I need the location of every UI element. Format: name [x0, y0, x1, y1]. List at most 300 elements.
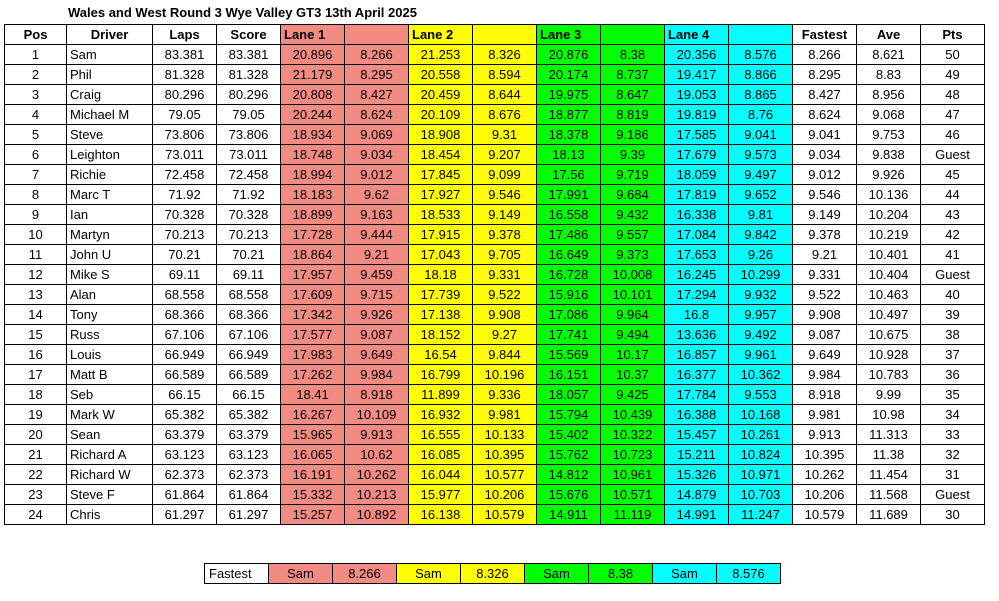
results-body — [5, 45, 985, 525]
cell-driver: Steve — [67, 125, 153, 145]
cell-lane2-total: 20.558 — [409, 65, 473, 85]
cell-score: 63.123 — [217, 445, 281, 465]
cell-ave: 9.753 — [857, 125, 921, 145]
cell-lane3-best: 9.186 — [601, 125, 665, 145]
cell-score: 70.21 — [217, 245, 281, 265]
cell-lane1-best: 9.649 — [345, 345, 409, 365]
table-row — [5, 425, 985, 445]
cell-fastest: 9.034 — [793, 145, 857, 165]
cell-lane2-total: 18.152 — [409, 325, 473, 345]
cell-lane2-total: 18.908 — [409, 125, 473, 145]
cell-fastest: 9.012 — [793, 165, 857, 185]
cell-ave: 10.204 — [857, 205, 921, 225]
cell-driver: Richard A — [67, 445, 153, 465]
fastest-lane2-driver: Sam — [397, 564, 461, 584]
cell-laps: 65.382 — [153, 405, 217, 425]
table-row — [5, 105, 985, 125]
cell-lane4-total: 17.819 — [665, 185, 729, 205]
cell-lane1-total: 18.864 — [281, 245, 345, 265]
cell-driver: John U — [67, 245, 153, 265]
cell-driver: Mike S — [67, 265, 153, 285]
cell-lane1-best: 8.624 — [345, 105, 409, 125]
cell-lane2-best: 9.331 — [473, 265, 537, 285]
cell-lane1-best: 9.163 — [345, 205, 409, 225]
cell-lane3-best: 9.432 — [601, 205, 665, 225]
cell-lane2-total: 17.915 — [409, 225, 473, 245]
cell-score: 70.328 — [217, 205, 281, 225]
cell-lane2-total: 20.109 — [409, 105, 473, 125]
cell-lane4-best: 9.26 — [729, 245, 793, 265]
cell-lane2-best: 9.207 — [473, 145, 537, 165]
cell-lane1-total: 16.191 — [281, 465, 345, 485]
cell-lane3-total: 19.975 — [537, 85, 601, 105]
cell-fastest: 9.546 — [793, 185, 857, 205]
cell-score: 61.297 — [217, 505, 281, 525]
header-lane2-best — [473, 25, 537, 45]
cell-pos: 9 — [5, 205, 67, 225]
cell-pts: 42 — [921, 225, 985, 245]
cell-driver: Mark W — [67, 405, 153, 425]
cell-ave: 11.38 — [857, 445, 921, 465]
cell-driver: Chris — [67, 505, 153, 525]
table-row — [5, 325, 985, 345]
cell-lane1-best: 9.034 — [345, 145, 409, 165]
header-ave: Ave — [857, 25, 921, 45]
cell-pts: 49 — [921, 65, 985, 85]
cell-lane3-total: 17.991 — [537, 185, 601, 205]
cell-lane4-best: 9.81 — [729, 205, 793, 225]
cell-ave: 8.956 — [857, 85, 921, 105]
cell-lane1-best: 9.62 — [345, 185, 409, 205]
cell-lane1-total: 21.179 — [281, 65, 345, 85]
cell-lane4-best: 8.76 — [729, 105, 793, 125]
cell-ave: 11.313 — [857, 425, 921, 445]
cell-lane1-total: 17.728 — [281, 225, 345, 245]
table-row — [5, 165, 985, 185]
cell-laps: 70.328 — [153, 205, 217, 225]
cell-lane2-total: 17.043 — [409, 245, 473, 265]
cell-score: 62.373 — [217, 465, 281, 485]
cell-lane4-best: 9.957 — [729, 305, 793, 325]
cell-pos: 23 — [5, 485, 67, 505]
cell-fastest: 9.981 — [793, 405, 857, 425]
fastest-lane3-time: 8.38 — [589, 564, 653, 584]
cell-lane4-total: 13.636 — [665, 325, 729, 345]
cell-score: 73.011 — [217, 145, 281, 165]
cell-ave: 8.621 — [857, 45, 921, 65]
cell-laps: 68.558 — [153, 285, 217, 305]
cell-lane2-best: 10.196 — [473, 365, 537, 385]
cell-lane3-total: 17.741 — [537, 325, 601, 345]
fastest-lane3-driver: Sam — [525, 564, 589, 584]
cell-laps: 73.806 — [153, 125, 217, 145]
cell-pts: Guest — [921, 485, 985, 505]
cell-lane1-total: 17.262 — [281, 365, 345, 385]
cell-ave: 10.497 — [857, 305, 921, 325]
cell-lane1-total: 16.267 — [281, 405, 345, 425]
cell-score: 69.11 — [217, 265, 281, 285]
cell-laps: 68.366 — [153, 305, 217, 325]
cell-score: 73.806 — [217, 125, 281, 145]
cell-lane3-best: 10.37 — [601, 365, 665, 385]
cell-pts: 44 — [921, 185, 985, 205]
cell-lane4-total: 20.356 — [665, 45, 729, 65]
cell-driver: Alan — [67, 285, 153, 305]
cell-ave: 11.568 — [857, 485, 921, 505]
table-row — [5, 365, 985, 385]
cell-ave: 9.838 — [857, 145, 921, 165]
cell-driver: Tony — [67, 305, 153, 325]
cell-pos: 17 — [5, 365, 67, 385]
cell-lane4-best: 10.824 — [729, 445, 793, 465]
table-row — [5, 485, 985, 505]
cell-score: 66.589 — [217, 365, 281, 385]
cell-lane4-best: 8.576 — [729, 45, 793, 65]
cell-lane3-best: 9.964 — [601, 305, 665, 325]
cell-laps: 66.949 — [153, 345, 217, 365]
cell-lane3-best: 10.008 — [601, 265, 665, 285]
cell-driver: Steve F — [67, 485, 153, 505]
cell-driver: Sam — [67, 45, 153, 65]
cell-lane4-best: 9.652 — [729, 185, 793, 205]
cell-lane3-best: 8.819 — [601, 105, 665, 125]
cell-lane1-total: 15.257 — [281, 505, 345, 525]
cell-lane3-total: 16.728 — [537, 265, 601, 285]
cell-lane3-best: 8.38 — [601, 45, 665, 65]
cell-lane2-best: 10.579 — [473, 505, 537, 525]
cell-lane4-total: 16.377 — [665, 365, 729, 385]
cell-lane2-total: 17.138 — [409, 305, 473, 325]
cell-lane3-total: 15.762 — [537, 445, 601, 465]
cell-driver: Matt B — [67, 365, 153, 385]
cell-laps: 62.373 — [153, 465, 217, 485]
table-row — [5, 45, 985, 65]
cell-driver: Seb — [67, 385, 153, 405]
cell-lane2-best: 8.676 — [473, 105, 537, 125]
cell-pts: 39 — [921, 305, 985, 325]
table-row — [5, 225, 985, 245]
fastest-lane1-driver: Sam — [269, 564, 333, 584]
cell-pts: 45 — [921, 165, 985, 185]
cell-pos: 20 — [5, 425, 67, 445]
cell-laps: 70.213 — [153, 225, 217, 245]
cell-lane3-total: 18.13 — [537, 145, 601, 165]
table-row — [5, 265, 985, 285]
cell-fastest: 8.295 — [793, 65, 857, 85]
cell-ave: 9.068 — [857, 105, 921, 125]
cell-lane4-best: 10.971 — [729, 465, 793, 485]
table-row — [5, 85, 985, 105]
results-table — [4, 24, 985, 525]
cell-pts: Guest — [921, 265, 985, 285]
cell-pos: 12 — [5, 265, 67, 285]
cell-lane4-best: 8.865 — [729, 85, 793, 105]
cell-lane1-total: 18.183 — [281, 185, 345, 205]
cell-laps: 73.011 — [153, 145, 217, 165]
cell-driver: Phil — [67, 65, 153, 85]
cell-pos: 8 — [5, 185, 67, 205]
cell-pos: 14 — [5, 305, 67, 325]
cell-lane1-total: 15.965 — [281, 425, 345, 445]
cell-lane1-best: 9.984 — [345, 365, 409, 385]
cell-laps: 63.123 — [153, 445, 217, 465]
cell-pos: 6 — [5, 145, 67, 165]
cell-lane4-total: 19.417 — [665, 65, 729, 85]
cell-lane3-best: 8.647 — [601, 85, 665, 105]
cell-lane2-best: 9.981 — [473, 405, 537, 425]
cell-lane3-best: 8.737 — [601, 65, 665, 85]
cell-pos: 15 — [5, 325, 67, 345]
cell-pos: 13 — [5, 285, 67, 305]
cell-score: 66.949 — [217, 345, 281, 365]
cell-pos: 16 — [5, 345, 67, 365]
cell-laps: 69.11 — [153, 265, 217, 285]
cell-lane1-best: 8.266 — [345, 45, 409, 65]
cell-lane1-total: 16.065 — [281, 445, 345, 465]
cell-lane1-best: 10.892 — [345, 505, 409, 525]
cell-pos: 18 — [5, 385, 67, 405]
cell-fastest: 9.378 — [793, 225, 857, 245]
cell-pos: 7 — [5, 165, 67, 185]
cell-lane4-best: 9.932 — [729, 285, 793, 305]
cell-lane3-best: 11.119 — [601, 505, 665, 525]
cell-lane1-total: 17.983 — [281, 345, 345, 365]
cell-fastest: 10.262 — [793, 465, 857, 485]
cell-score: 65.382 — [217, 405, 281, 425]
cell-lane1-best: 10.213 — [345, 485, 409, 505]
cell-lane2-best: 9.522 — [473, 285, 537, 305]
cell-driver: Russ — [67, 325, 153, 345]
table-row — [5, 205, 985, 225]
cell-pts: 35 — [921, 385, 985, 405]
cell-lane3-total: 15.402 — [537, 425, 601, 445]
cell-ave: 10.219 — [857, 225, 921, 245]
cell-lane2-total: 17.927 — [409, 185, 473, 205]
cell-lane1-total: 17.342 — [281, 305, 345, 325]
cell-pts: 37 — [921, 345, 985, 365]
cell-driver: Michael M — [67, 105, 153, 125]
cell-lane4-best: 10.261 — [729, 425, 793, 445]
cell-lane1-best: 10.109 — [345, 405, 409, 425]
cell-lane2-best: 9.844 — [473, 345, 537, 365]
cell-fastest: 8.918 — [793, 385, 857, 405]
cell-pos: 21 — [5, 445, 67, 465]
cell-lane2-best: 10.395 — [473, 445, 537, 465]
cell-driver: Richie — [67, 165, 153, 185]
header-score: Score — [217, 25, 281, 45]
cell-lane3-total: 17.486 — [537, 225, 601, 245]
header-pos: Pos — [5, 25, 67, 45]
cell-lane4-total: 17.784 — [665, 385, 729, 405]
cell-lane4-best: 9.573 — [729, 145, 793, 165]
cell-pos: 24 — [5, 505, 67, 525]
cell-fastest: 9.984 — [793, 365, 857, 385]
cell-lane4-total: 17.585 — [665, 125, 729, 145]
cell-lane4-best: 10.168 — [729, 405, 793, 425]
cell-lane2-total: 16.138 — [409, 505, 473, 525]
cell-lane2-total: 20.459 — [409, 85, 473, 105]
cell-lane3-total: 18.378 — [537, 125, 601, 145]
cell-lane2-best: 9.546 — [473, 185, 537, 205]
cell-lane1-best: 9.069 — [345, 125, 409, 145]
cell-lane3-total: 15.676 — [537, 485, 601, 505]
cell-pos: 19 — [5, 405, 67, 425]
cell-pts: 33 — [921, 425, 985, 445]
fastest-label: Fastest — [205, 564, 269, 584]
cell-driver: Louis — [67, 345, 153, 365]
cell-ave: 10.136 — [857, 185, 921, 205]
cell-score: 68.558 — [217, 285, 281, 305]
header-lane3-best — [601, 25, 665, 45]
cell-lane4-best: 9.553 — [729, 385, 793, 405]
header-lane1-best — [345, 25, 409, 45]
cell-lane2-total: 16.54 — [409, 345, 473, 365]
fastest-lap-row — [205, 564, 781, 584]
cell-lane4-best: 9.961 — [729, 345, 793, 365]
cell-lane4-total: 14.879 — [665, 485, 729, 505]
header-pts: Pts — [921, 25, 985, 45]
cell-lane2-total: 16.555 — [409, 425, 473, 445]
cell-lane4-best: 8.866 — [729, 65, 793, 85]
cell-lane2-total: 17.739 — [409, 285, 473, 305]
cell-laps: 72.458 — [153, 165, 217, 185]
cell-lane3-best: 9.557 — [601, 225, 665, 245]
header-fastest: Fastest — [793, 25, 857, 45]
cell-fastest: 9.041 — [793, 125, 857, 145]
cell-lane3-best: 9.425 — [601, 385, 665, 405]
cell-laps: 81.328 — [153, 65, 217, 85]
cell-score: 81.328 — [217, 65, 281, 85]
header-lane1-total: Lane 1 — [281, 25, 345, 45]
cell-pos: 2 — [5, 65, 67, 85]
cell-score: 67.106 — [217, 325, 281, 345]
cell-lane4-total: 16.8 — [665, 305, 729, 325]
cell-driver: Richard W — [67, 465, 153, 485]
cell-lane2-best: 9.31 — [473, 125, 537, 145]
cell-fastest: 9.649 — [793, 345, 857, 365]
cell-lane2-best: 8.326 — [473, 45, 537, 65]
cell-lane4-best: 9.492 — [729, 325, 793, 345]
cell-lane4-total: 17.653 — [665, 245, 729, 265]
cell-lane3-best: 9.494 — [601, 325, 665, 345]
sheet-title: Wales and West Round 3 Wye Valley GT3 13th April 2025 — [68, 5, 417, 20]
cell-pts: 48 — [921, 85, 985, 105]
cell-lane4-best: 10.703 — [729, 485, 793, 505]
cell-laps: 61.864 — [153, 485, 217, 505]
cell-ave: 11.454 — [857, 465, 921, 485]
cell-lane4-total: 17.084 — [665, 225, 729, 245]
cell-lane3-best: 9.39 — [601, 145, 665, 165]
cell-lane1-total: 17.609 — [281, 285, 345, 305]
cell-lane2-total: 16.044 — [409, 465, 473, 485]
table-row — [5, 65, 985, 85]
cell-lane3-total: 20.876 — [537, 45, 601, 65]
header-lane4-total: Lane 4 — [665, 25, 729, 45]
cell-lane4-best: 9.497 — [729, 165, 793, 185]
cell-lane2-best: 9.705 — [473, 245, 537, 265]
cell-driver: Leighton — [67, 145, 153, 165]
cell-lane4-best: 9.842 — [729, 225, 793, 245]
cell-ave: 11.689 — [857, 505, 921, 525]
cell-lane3-total: 14.911 — [537, 505, 601, 525]
table-row — [5, 305, 985, 325]
cell-lane3-total: 18.877 — [537, 105, 601, 125]
cell-score: 66.15 — [217, 385, 281, 405]
cell-pts: 30 — [921, 505, 985, 525]
cell-lane1-total: 18.748 — [281, 145, 345, 165]
cell-pts: 46 — [921, 125, 985, 145]
cell-lane4-best: 9.041 — [729, 125, 793, 145]
cell-pos: 4 — [5, 105, 67, 125]
table-row — [5, 465, 985, 485]
cell-score: 68.366 — [217, 305, 281, 325]
cell-score: 63.379 — [217, 425, 281, 445]
cell-lane1-total: 15.332 — [281, 485, 345, 505]
cell-lane3-total: 15.569 — [537, 345, 601, 365]
cell-lane2-total: 15.977 — [409, 485, 473, 505]
cell-laps: 66.15 — [153, 385, 217, 405]
fastest-lap-table — [204, 563, 781, 584]
cell-laps: 70.21 — [153, 245, 217, 265]
cell-fastest: 9.149 — [793, 205, 857, 225]
cell-pos: 1 — [5, 45, 67, 65]
cell-lane2-total: 21.253 — [409, 45, 473, 65]
cell-pts: 34 — [921, 405, 985, 425]
cell-lane3-best: 9.373 — [601, 245, 665, 265]
cell-fastest: 8.624 — [793, 105, 857, 125]
cell-score: 80.296 — [217, 85, 281, 105]
cell-driver: Martyn — [67, 225, 153, 245]
table-row — [5, 285, 985, 305]
cell-score: 61.864 — [217, 485, 281, 505]
cell-lane4-total: 14.991 — [665, 505, 729, 525]
cell-lane2-total: 16.799 — [409, 365, 473, 385]
cell-lane1-total: 17.577 — [281, 325, 345, 345]
cell-laps: 79.05 — [153, 105, 217, 125]
cell-laps: 61.297 — [153, 505, 217, 525]
cell-lane3-best: 10.101 — [601, 285, 665, 305]
cell-ave: 10.675 — [857, 325, 921, 345]
fastest-lane4-driver: Sam — [653, 564, 717, 584]
cell-fastest: 10.395 — [793, 445, 857, 465]
cell-lane4-total: 19.819 — [665, 105, 729, 125]
cell-lane4-total: 15.457 — [665, 425, 729, 445]
cell-lane3-total: 17.086 — [537, 305, 601, 325]
cell-ave: 10.401 — [857, 245, 921, 265]
cell-lane4-total: 18.059 — [665, 165, 729, 185]
cell-lane1-total: 20.808 — [281, 85, 345, 105]
header-laps: Laps — [153, 25, 217, 45]
cell-pos: 22 — [5, 465, 67, 485]
cell-lane1-total: 18.41 — [281, 385, 345, 405]
cell-lane1-best: 8.918 — [345, 385, 409, 405]
cell-ave: 10.783 — [857, 365, 921, 385]
cell-driver: Sean — [67, 425, 153, 445]
cell-pts: 38 — [921, 325, 985, 345]
table-row — [5, 245, 985, 265]
cell-score: 72.458 — [217, 165, 281, 185]
cell-lane4-total: 16.857 — [665, 345, 729, 365]
cell-ave: 10.928 — [857, 345, 921, 365]
cell-lane1-best: 9.444 — [345, 225, 409, 245]
header-driver: Driver — [67, 25, 153, 45]
cell-lane1-best: 8.295 — [345, 65, 409, 85]
cell-lane4-total: 17.294 — [665, 285, 729, 305]
table-row — [5, 385, 985, 405]
cell-fastest: 9.913 — [793, 425, 857, 445]
cell-lane3-total: 14.812 — [537, 465, 601, 485]
cell-lane4-total: 16.388 — [665, 405, 729, 425]
